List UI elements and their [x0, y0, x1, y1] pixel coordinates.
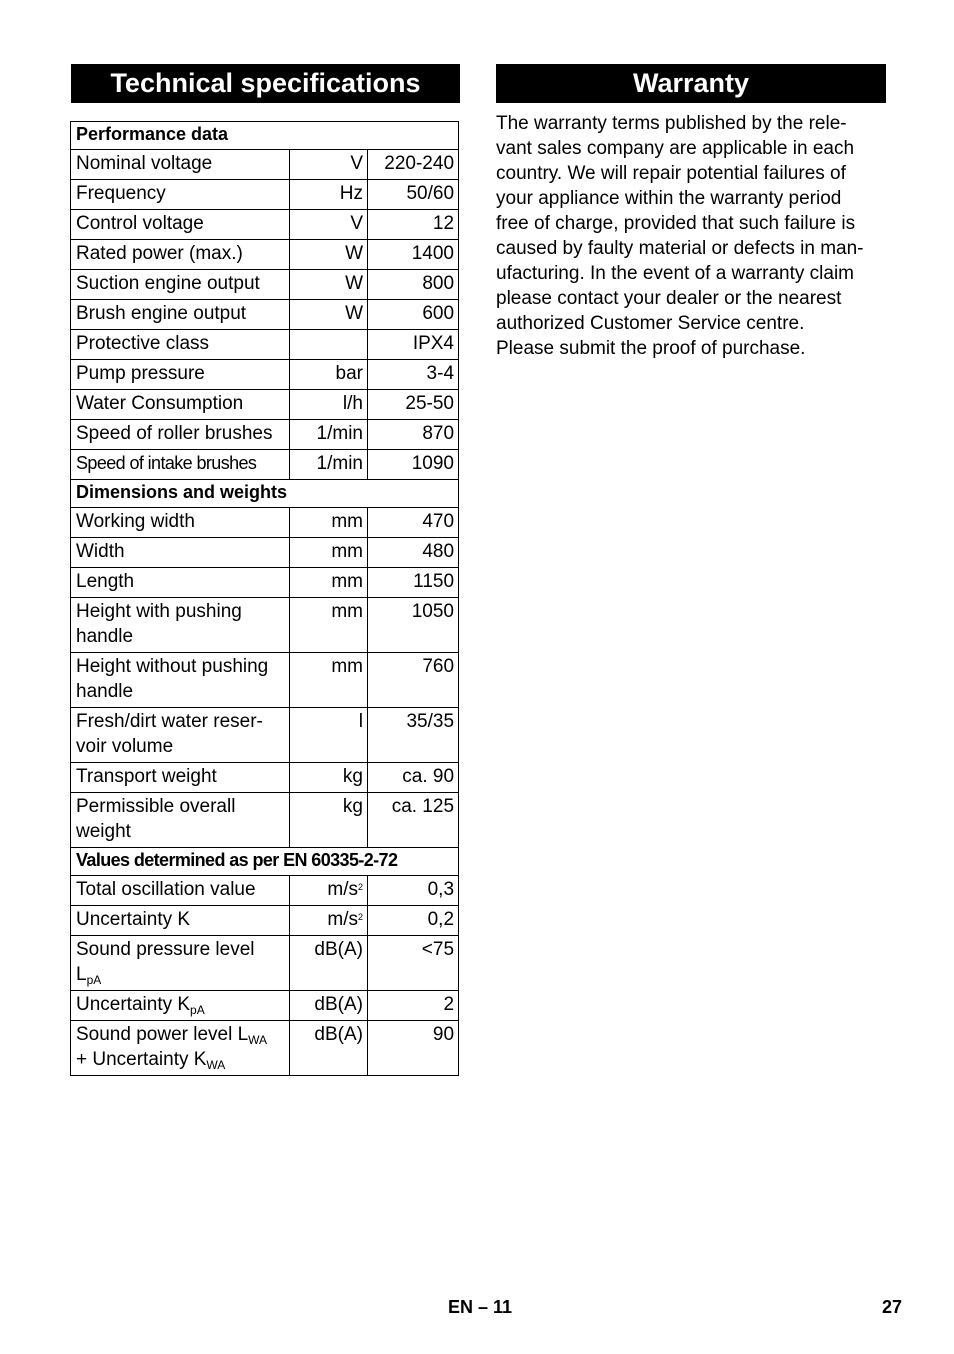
- row-value: 0,2: [368, 906, 459, 936]
- row-label: Transport weight: [71, 763, 290, 793]
- row-value: 1150: [368, 568, 459, 598]
- row-value: 25-50: [368, 390, 459, 420]
- row-label: Sound pressure level $L_{pA}$: [71, 936, 290, 991]
- row-unit: mm: [290, 598, 368, 653]
- table-row: [71, 300, 459, 330]
- row-value: 870: [368, 420, 459, 450]
- row-label: Height with pushing handle: [71, 598, 290, 653]
- table-row: [71, 538, 459, 568]
- row-unit: kg: [290, 763, 368, 793]
- warranty-line: The warranty terms published by the rele-: [496, 113, 847, 134]
- table-row: [71, 210, 459, 240]
- section-performance-data: Performance data: [71, 122, 459, 150]
- table-row: [71, 420, 459, 450]
- technical-specifications-heading: Technical specifications: [71, 64, 460, 103]
- row-unit: $m/s^2$: [290, 906, 368, 936]
- row-unit: [290, 330, 368, 360]
- row-label: Protective class: [71, 330, 290, 360]
- row-value: ca. 90: [368, 763, 459, 793]
- section-values-determined: Values determined as per EN 60335-2-72: [71, 848, 459, 876]
- row-unit: 1/min: [290, 420, 368, 450]
- row-label: Speed of roller brushes: [71, 420, 290, 450]
- table-row: [71, 906, 459, 936]
- warranty-line: please contact your dealer or the nearest: [496, 288, 842, 309]
- row-label: Uncertainty $K_{pA}$: [71, 991, 290, 1021]
- table-row: [71, 568, 459, 598]
- warranty-line: country. We will repair potential failures of: [496, 163, 846, 184]
- row-value: 2: [368, 991, 459, 1021]
- row-value: 12: [368, 210, 459, 240]
- row-label: Height without pushing handle: [71, 653, 290, 708]
- row-unit: 1/min: [290, 450, 368, 480]
- row-unit: l: [290, 708, 368, 763]
- row-label: Fresh/dirt water reser-voir volume: [71, 708, 290, 763]
- table-row: [71, 1021, 459, 1076]
- warranty-line: your appliance within the warranty period: [496, 188, 842, 209]
- row-label: Pump pressure: [71, 360, 290, 390]
- table-row: [71, 763, 459, 793]
- row-label: Width: [71, 538, 290, 568]
- table-row: [71, 936, 459, 991]
- row-label: Frequency: [71, 180, 290, 210]
- row-unit: Hz: [290, 180, 368, 210]
- row-unit: V: [290, 210, 368, 240]
- table-row: [71, 793, 459, 848]
- row-value: IPX4: [368, 330, 459, 360]
- row-label: Permissible overall weight: [71, 793, 290, 848]
- warranty-line: free of charge, provided that such failure is: [496, 213, 856, 234]
- row-unit: dB(A): [290, 991, 368, 1021]
- warranty-heading: Warranty: [496, 64, 886, 103]
- row-label: Suction engine output: [71, 270, 290, 300]
- warranty-line: Please submit the proof of purchase.: [496, 338, 806, 359]
- row-unit: V: [290, 150, 368, 180]
- row-label: Working width: [71, 508, 290, 538]
- row-unit: bar: [290, 360, 368, 390]
- row-value: <75: [368, 936, 459, 991]
- section-dimensions-and-weights: Dimensions and weights: [71, 480, 459, 508]
- table-row: [71, 508, 459, 538]
- row-label: Control voltage: [71, 210, 290, 240]
- table-row: [71, 598, 459, 653]
- row-unit: $m/s^2$: [290, 876, 368, 906]
- row-value: 1050: [368, 598, 459, 653]
- row-value: 0,3: [368, 876, 459, 906]
- table-row: [71, 270, 459, 300]
- row-unit: dB(A): [290, 936, 368, 991]
- row-unit: mm: [290, 508, 368, 538]
- row-label: Water Consumption: [71, 390, 290, 420]
- row-label: Nominal voltage: [71, 150, 290, 180]
- warranty-text: [496, 111, 888, 361]
- table-row: [71, 150, 459, 180]
- table-row: [71, 991, 459, 1021]
- row-unit: mm: [290, 568, 368, 598]
- row-value: ca. 125: [368, 793, 459, 848]
- row-value: 1090: [368, 450, 459, 480]
- row-label: Total oscillation value: [71, 876, 290, 906]
- table-row: [71, 450, 459, 480]
- row-label: Length: [71, 568, 290, 598]
- row-value: 480: [368, 538, 459, 568]
- row-label: Rated power (max.): [71, 240, 290, 270]
- warranty-line: authorized Customer Service centre.: [496, 313, 805, 334]
- table-row: [71, 653, 459, 708]
- row-unit: W: [290, 240, 368, 270]
- row-unit: l/h: [290, 390, 368, 420]
- table-row: [71, 240, 459, 270]
- row-value: 50/60: [368, 180, 459, 210]
- warranty-line: ufacturing. In the event of a warranty claim: [496, 263, 855, 284]
- row-unit: W: [290, 300, 368, 330]
- row-unit: kg: [290, 793, 368, 848]
- table-row: [71, 390, 459, 420]
- row-value: 470: [368, 508, 459, 538]
- table-row: [71, 180, 459, 210]
- row-value: 90: [368, 1021, 459, 1076]
- table-row: [71, 330, 459, 360]
- warranty-line: caused by faulty material or defects in man-: [496, 238, 864, 259]
- row-value: 600: [368, 300, 459, 330]
- row-value: 220-240: [368, 150, 459, 180]
- row-unit: dB(A): [290, 1021, 368, 1076]
- row-unit: mm: [290, 538, 368, 568]
- footer-language-page: EN – 11: [448, 1297, 513, 1317]
- row-label: Sound power level $L_{WA}$ + Uncertainty $K_{WA}$: [71, 1021, 290, 1076]
- table-row: [71, 708, 459, 763]
- row-unit: mm: [290, 653, 368, 708]
- row-value: 1400: [368, 240, 459, 270]
- warranty-line: vant sales company are applicable in each: [496, 138, 855, 159]
- row-unit: W: [290, 270, 368, 300]
- row-value: 800: [368, 270, 459, 300]
- row-label: Speed of intake brushes: [71, 450, 290, 480]
- table-row: [71, 876, 459, 906]
- row-value: 35/35: [368, 708, 459, 763]
- row-label: Brush engine output: [71, 300, 290, 330]
- row-value: 3-4: [368, 360, 459, 390]
- table-row: [71, 360, 459, 390]
- row-value: 760: [368, 653, 459, 708]
- footer-page-number: 27: [882, 1297, 903, 1317]
- row-label: Uncertainty K: [71, 906, 290, 936]
- specifications-table: [70, 121, 459, 1076]
